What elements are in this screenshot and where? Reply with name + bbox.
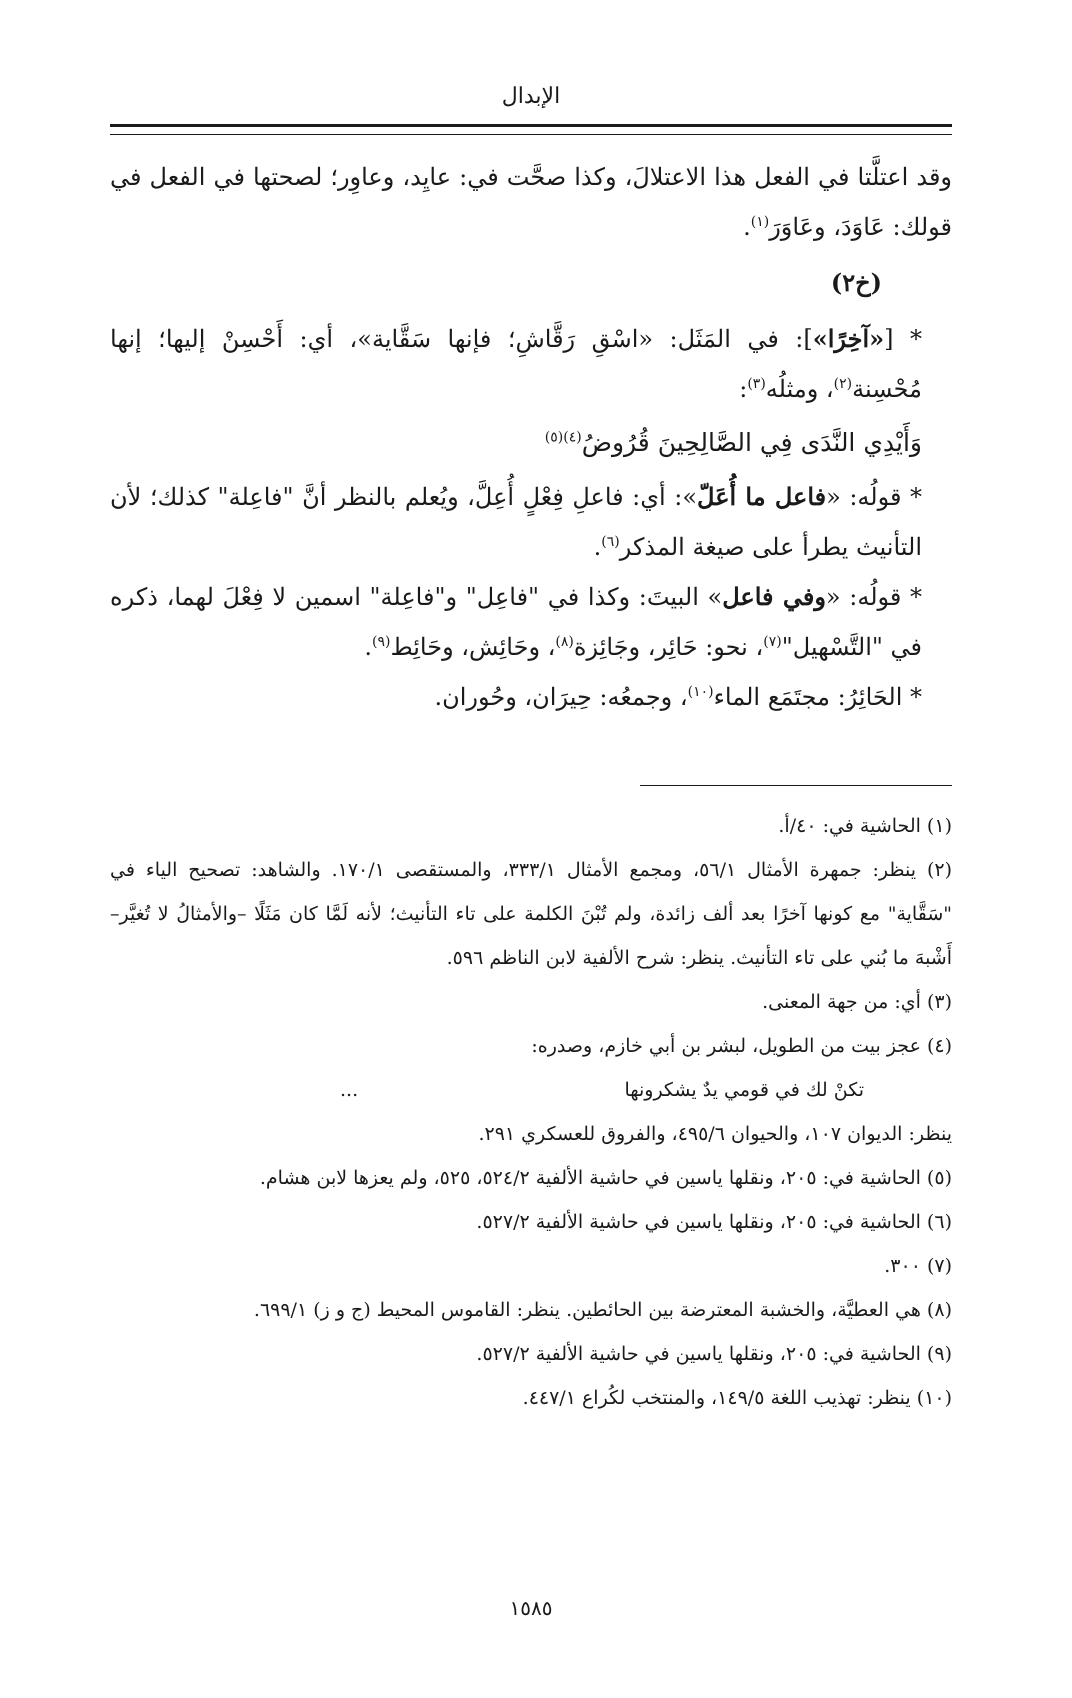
headword: فاعل ما أُعَلّ (697, 482, 827, 511)
footnote: (٧) ٣٠٠. (884, 1255, 952, 1277)
footnote-verse: تكنْ لك في قومي يدٌ يشكرونها ... (340, 1079, 864, 1101)
paragraph-3: * قولُه: «فاعل ما أُعَلّ»: أي: فاعلِ فِعْلٍ أُعِلَّ، ويُعلم بالنظر أنَّ "فاعِلة" كذلك؛ لأن التأنيث يطرأ على صيغة المذكر$^{(٦)}$. (110, 482, 923, 561)
page-number: ١٥٨٥ (509, 1596, 553, 1620)
header-rule-thin (110, 134, 952, 135)
paragraph-4: * قولُه: «وفي فاعل» البيتَ: وكذا في "فاعِل" و"فاعِلة" اسمين لا فِعْلَ لهما، ذكره في "التَّسْهيل"$^{(٧)}$، نحو: حَائِر، وجَائِزة$^{(٨)}$، وحَائِش، وحَائِط$^{(٩)}$. (110, 582, 923, 661)
footnote-ref[interactable]: (١٠) (687, 684, 714, 700)
paragraph-1: وقد اعتلَّتا في الفعل هذا الاعتلالَ، وكذا صحَّت في: عايِد، وعاوِر؛ لصحتها في الفعل في قولك: عَاوَدَ، وعَاوَرَ$^{(١)}$. (110, 163, 952, 241)
footnote-separator (640, 785, 952, 786)
header-rule-thick (110, 124, 952, 127)
headword: «آخِرًا» (812, 324, 885, 353)
footnote-ref[interactable]: (٧) (763, 634, 782, 650)
footnote: (٢) ينظر: جمهرة الأمثال ٥٦/١، ومجمع الأمثال ٣٣٣/١، والمستقصى ١٧٠/١. والشاهد: تصحيح الياء في "سَقَّاية" مع كونها آخرًا بعد ألف زائدة، ولم تُبْنَ الكلمة على تاء التأنيث؛ لأنه لَمَّا كان مَثَلًا –والأمثالُ لا تُغيَّر– أَشْبهَ ما بُني على تاء التأنيث. ينظر: شرح الألفية لابن الناظم ٥٩٦. (110, 859, 953, 969)
footnote-ref[interactable]: (٩) (371, 634, 391, 650)
section-mark: (خ٢) (830, 268, 882, 297)
paragraph-2: * [«آخِرًا»]: في المَثَل: «اسْقِ رَقَّاشِ؛ فإنها سَقَّاية»، أي: أَحْسِنْ إليها؛ إنها مُحْسِنة$^{(٢)}$، ومثلُه$^{(٣)}$: (110, 324, 922, 403)
footnotes (110, 804, 952, 1420)
footnote-ref[interactable]: (٢) (833, 376, 853, 392)
footnote: (١) الحاشية في: ٤٠/أ. (778, 815, 952, 837)
footnote-ref[interactable]: (٣) (747, 376, 766, 392)
footnote: (٥) الحاشية في: ٢٠٥، ونقلها ياسين في حاشية الألفية ٥٢٤/٢، ٥٢٥، ولم يعزها لابن هشام. (259, 1167, 952, 1189)
running-header: الإبدال (501, 84, 561, 109)
footnote: (٨) هي العطيَّة، والخشبة المعترضة بين الحائطين. ينظر: القاموس المحيط (ج و ز) ٦٩٩/١. (253, 1299, 952, 1321)
footnote-ref[interactable]: (٦) (601, 534, 620, 550)
footnote: (٩) الحاشية في: ٢٠٥، ونقلها ياسين في حاشية الألفية ٥٢٧/٢. (476, 1343, 952, 1365)
headword: وفي فاعل (722, 582, 826, 611)
footnote: (٤) عجز بيت من الطويل، لبشر بن أبي خازم، وصدره: (531, 1035, 952, 1057)
footnote-ref[interactable]: (٨) (555, 634, 574, 650)
footnote: (١٠) ينظر: تهذيب اللغة ١٤٩/٥، والمنتخب لكُراع ٤٤٧/١. (522, 1387, 952, 1409)
footnote: (٣) أي: من جهة المعنى. (762, 991, 952, 1013)
poetry-verse: وَأَيْدِي النَّدَى فِي الصَّالِحِينَ قُرُوضُ$^{(٤)(٥)}$ (544, 428, 922, 457)
main-text (110, 152, 952, 722)
footnote: (٦) الحاشية في: ٢٠٥، ونقلها ياسين في حاشية الألفية ٥٢٧/٢. (476, 1211, 952, 1233)
paragraph-5: * الحَائِرُ: مجتَمَع الماء$^{(١٠)}$، وجمعُه: حِيرَان، وحُوران. (434, 683, 922, 711)
footnote: ينظر: الديوان ١٠٧، والحيوان ٤٩٥/٦، والفروق للعسكري ٢٩١. (478, 1123, 952, 1145)
footnote-ref[interactable]: (٤)(٥) (544, 429, 582, 446)
footnote-ref[interactable]: (١) (750, 214, 770, 230)
